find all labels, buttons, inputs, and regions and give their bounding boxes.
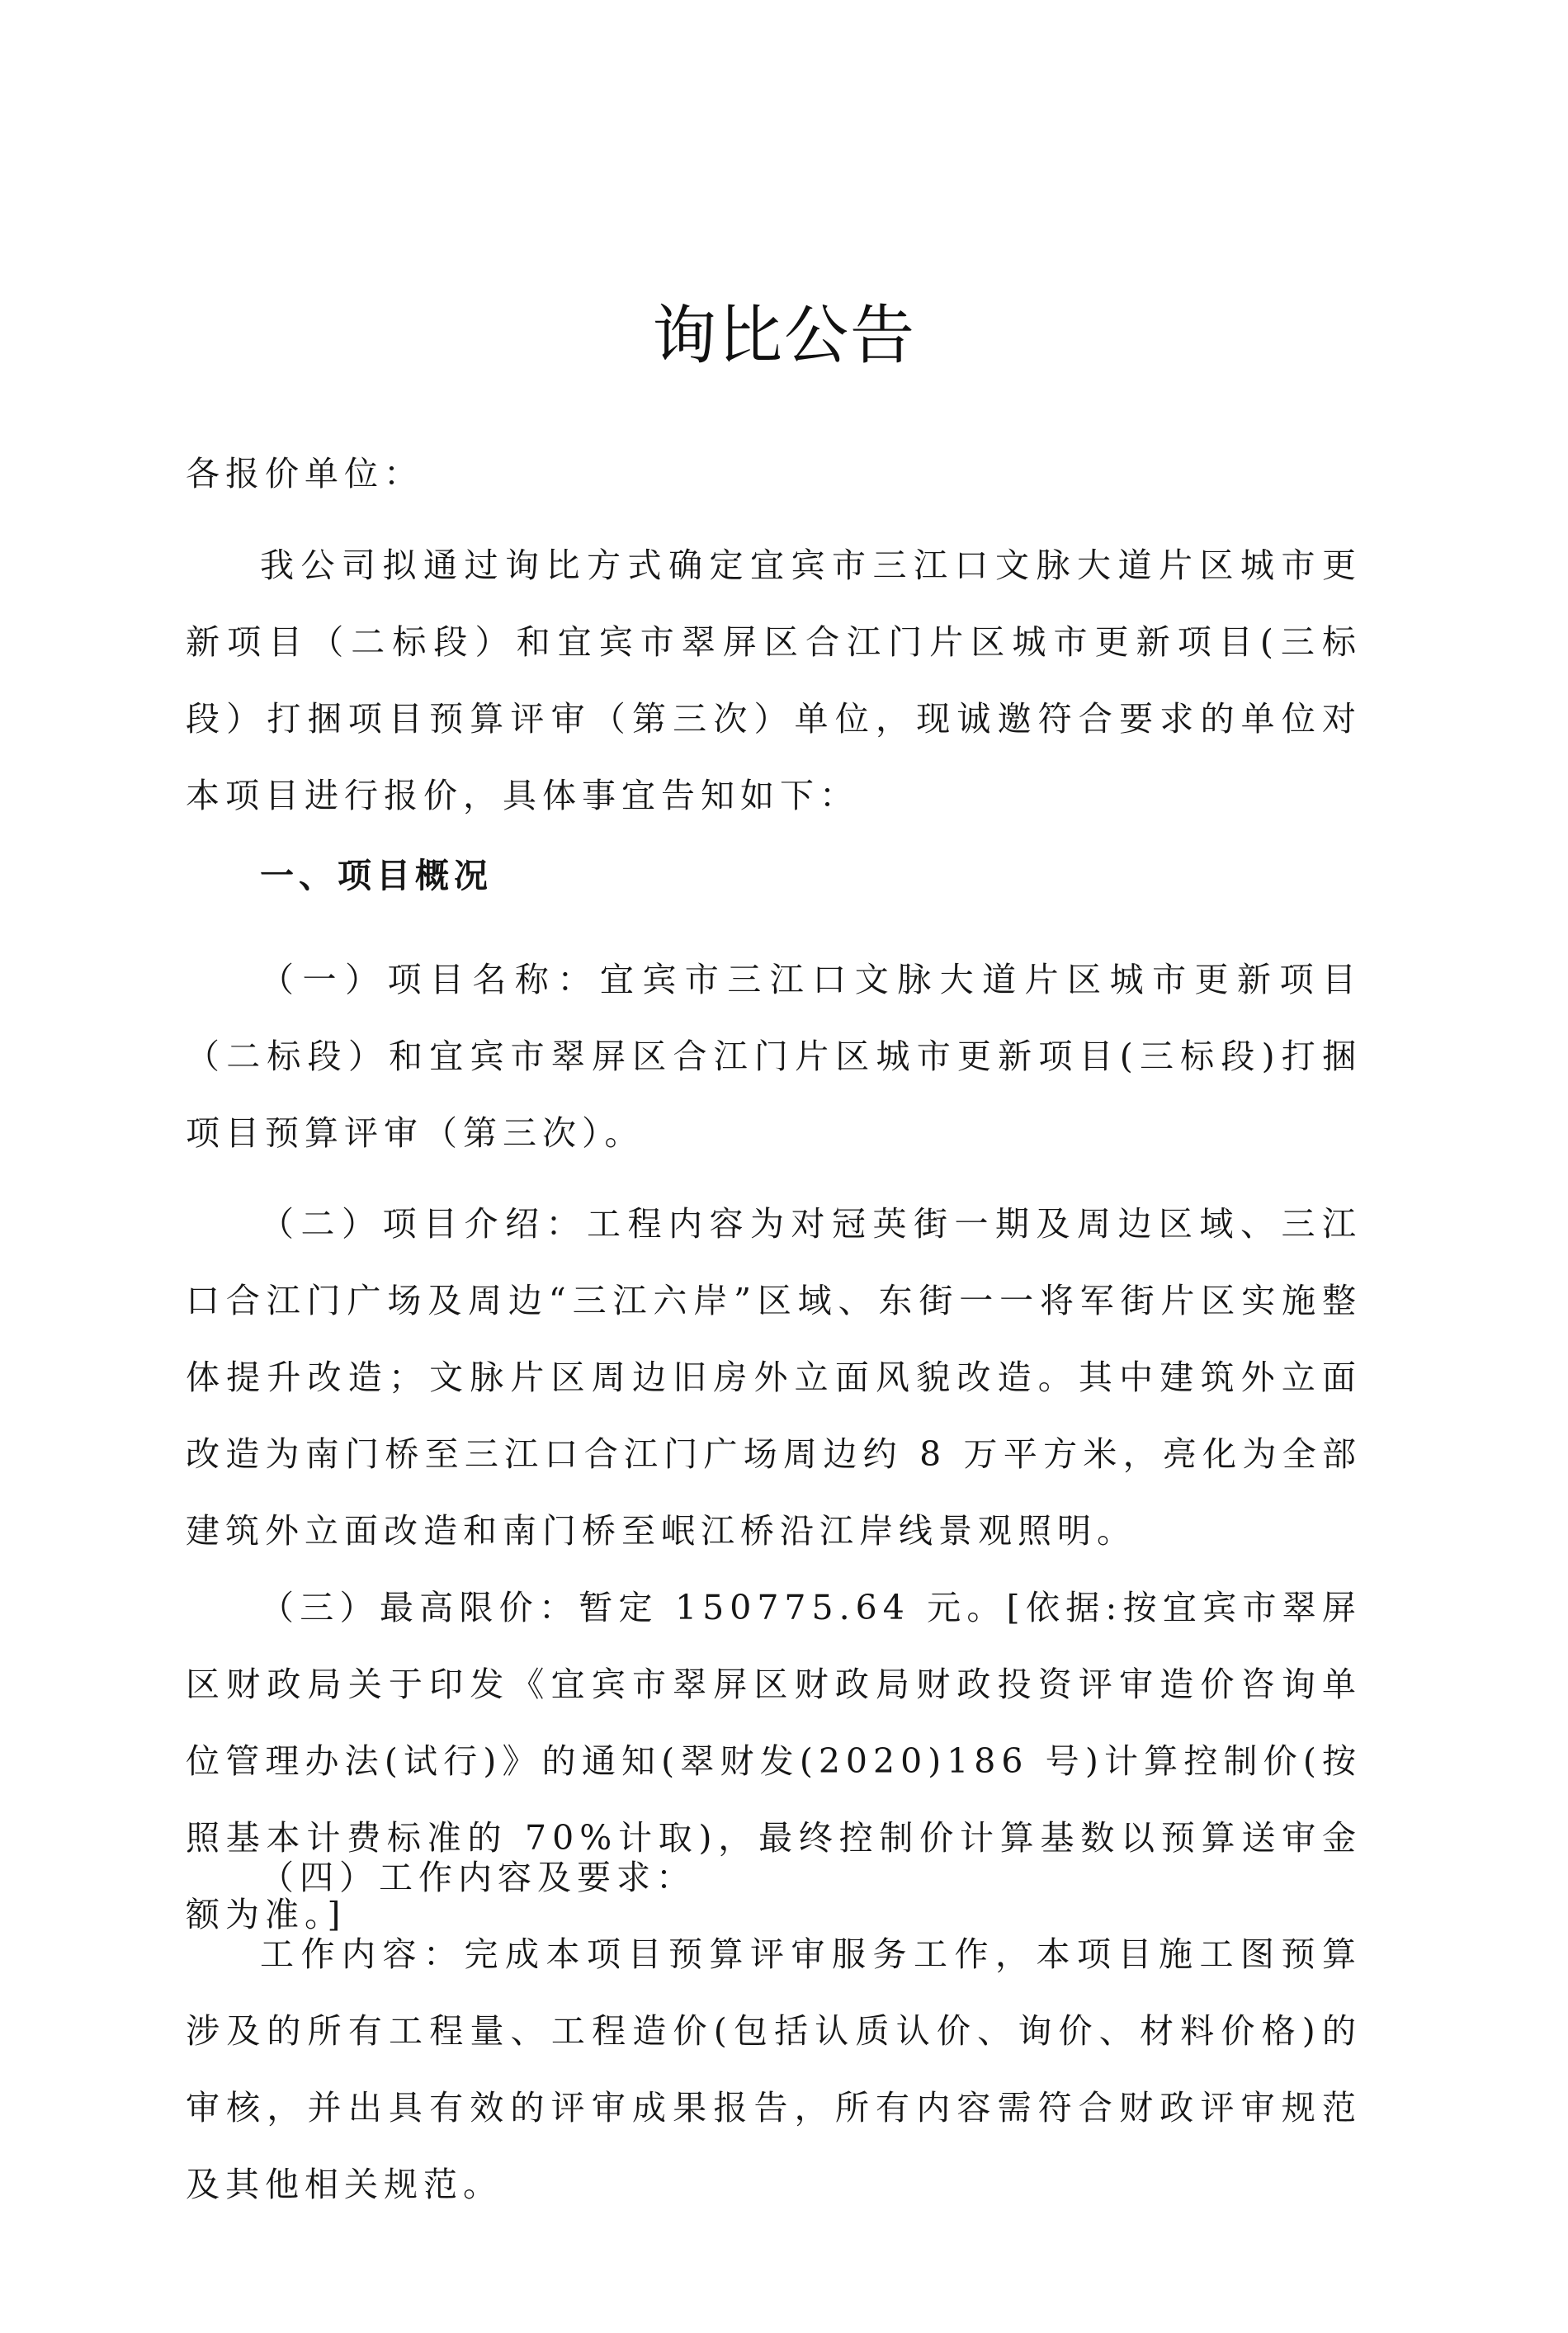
salutation: 各报价单位： — [186, 454, 423, 494]
item-project-introduction: （二）项目介绍：工程内容为对冠英街一期及周边区域、三江口合江门广场及周边“三江六岸”区域、东街一一将军街片区实施整体提升改造；文脉片区周边旧房外立面风貌改造。其中建筑外立面改造为南门桥至三江口合江门广场周边约 8 万平方米，亮化为全部建筑外立面改造和南门桥至岷江桥沿江岸线景观照明。 — [186, 1204, 1362, 1551]
intro-paragraph: 我公司拟通过询比方式确定宜宾市三江口文脉大道片区城市更新项目（二标段）和宜宾市翠屏区合江门片区城市更新项目(三标段）打捆项目预算评审（第三次）单位，现诚邀符合要求的单位对本项目进行报价，具体事宜告知如下： — [186, 545, 1362, 815]
item-price-ceiling: （三）最高限价：暂定 150775.64 元。[依据:按宜宾市翠屏区财政局关于印发《宜宾市翠屏区财政局财政投资评审造价咨询单位管理办法(试行)》的通知(翠财发(2020)186 号)计算控制价(按照基本计费标准的 70%计取)，最终控制价计算基数以预算送审金额为准。] — [186, 1588, 1362, 1934]
item-project-name: （一）项目名称：宜宾市三江口文脉大道片区城市更新项目（二标段）和宜宾市翠屏区合江门片区城市更新项目(三标段)打捆项目预算评审（第三次）。 — [186, 960, 1362, 1153]
work-content-paragraph: 工作内容：完成本项目预算评审服务工作，本项目施工图预算涉及的所有工程量、工程造价(包括认质认价、询价、材料价格)的审核，并出具有效的评审成果报告，所有内容需符合财政评审规范及其他相关规范。 — [186, 1934, 1362, 2204]
item-work-requirements-heading: （四）工作内容及要求： — [260, 1858, 696, 1897]
section-heading-project-overview: 一、项目概况 — [260, 856, 493, 895]
document-title: 询比公告 — [651, 299, 916, 373]
